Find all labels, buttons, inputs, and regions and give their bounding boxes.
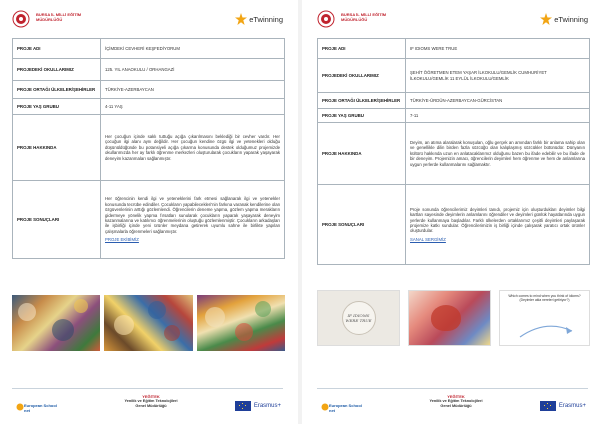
etwinning-label: eTwinning bbox=[554, 14, 588, 24]
idioms-card-title: IF IDIOMS WERE TRUE bbox=[342, 301, 376, 335]
table-row bbox=[13, 81, 285, 99]
row-value: Her öğrencinin kendi ilgi ve yeteneklerini fark etmesi sağlanarak ilgi ve yetenekler konusunda tecrübe edindiler. Çocukların yapabilecekleri'nin farkına varanak kendilerine olan özgüvenlerinin arttığı gözlemlendi. Öğrencilerin deneme yapma, gözlem yapma merakların gidermeye yönelik yapma fırsatları sunularak çocukların yaparak yaşayarak deneyim kazanmalarına ve katılımcı öğrenmelerinin oluştuğu gözlemlenmiştir. Çocukların arkadaşları ile işbirliği içinde yeni ürünler meydana getirerek uyumlu sahne ile birlikte yapılan çalışmalarla öğrenmeleri sağlanmıştır. bbox=[105, 196, 280, 234]
table-row bbox=[13, 115, 285, 181]
arrow-icon bbox=[516, 317, 576, 343]
erasmus-logo bbox=[235, 400, 281, 412]
yegitek-line2: Genel Müdürlüğü bbox=[440, 403, 472, 408]
heart-artwork bbox=[408, 290, 491, 346]
yegitek-line1: Yenilik ve Eğitim Teknolojileri bbox=[124, 399, 178, 403]
schoolnet-label: European School net bbox=[329, 403, 362, 413]
european-schoolnet-logo bbox=[325, 400, 365, 414]
row-key: PROJE ADI bbox=[13, 39, 101, 59]
row-key: PROJEDEKİ OKULLARIMIZ bbox=[13, 59, 101, 81]
footer-divider bbox=[317, 388, 588, 389]
yegitek-logo bbox=[116, 394, 186, 408]
footer-divider bbox=[12, 388, 283, 389]
table-row bbox=[318, 123, 590, 185]
project-photo bbox=[104, 295, 192, 351]
schoolnet-label: European School net bbox=[24, 403, 57, 413]
european-schoolnet-logo bbox=[20, 400, 60, 414]
row-key: PROJE ORTAĞI ÜLKELER/ŞEHİRLER bbox=[318, 93, 406, 109]
row-key: PROJE HAKKINDA bbox=[318, 123, 406, 185]
page-footer bbox=[317, 388, 588, 418]
row-value: 7-11 bbox=[406, 109, 590, 123]
project-team-link[interactable]: PROJE EKİBİMİZ bbox=[105, 237, 139, 243]
table-row bbox=[318, 39, 590, 59]
row-value: TÜRKİYE-ÜRDÜN-AZERBAYCAN-GÜRCİSTAN bbox=[406, 93, 590, 109]
yegitek-line1: Yenilik ve Eğitim Teknolojileri bbox=[429, 399, 483, 403]
table-row bbox=[318, 93, 590, 109]
table-row bbox=[13, 181, 285, 259]
page-footer bbox=[12, 388, 283, 418]
table-row bbox=[13, 99, 285, 115]
table-row bbox=[318, 59, 590, 93]
etwinning-logo bbox=[540, 12, 588, 26]
project-table-right bbox=[317, 38, 590, 265]
table-row bbox=[13, 59, 285, 81]
row-value: ŞEHİT ÖĞRETMEN ETEM YAŞAR İLKOKULU/GEMLİK CUMHURİYET İLKOKULU/GEMLİK 11 EYLÜL İLKOKULU/GEMLİK bbox=[406, 59, 590, 93]
virtual-exhibition-link[interactable]: SANAL SERGİMİZ bbox=[410, 236, 446, 242]
row-key: PROJE HAKKINDA bbox=[13, 115, 101, 181]
yegitek-mark: YEĞİTEK bbox=[447, 394, 465, 399]
row-value: 125. YIL ANAOKULU / ORHANGAZİ bbox=[101, 59, 285, 81]
eu-flag-icon bbox=[540, 401, 556, 411]
row-key: PROJE SONUÇLARI bbox=[318, 185, 406, 265]
page-gutter bbox=[298, 0, 302, 424]
project-photo bbox=[12, 295, 100, 351]
etwinning-logo bbox=[235, 12, 283, 26]
etwinning-star-icon bbox=[235, 13, 247, 25]
schoolnet-icon bbox=[321, 403, 329, 411]
row-value-cell bbox=[406, 185, 590, 265]
meb-title: BURSA İL MİLLİ EĞİTİM MÜDÜRLÜĞÜ bbox=[341, 12, 387, 22]
page-header bbox=[317, 10, 588, 28]
idioms-card bbox=[317, 290, 400, 346]
erasmus-label: Erasmus+ bbox=[558, 403, 586, 409]
mindmap-question: Which comes to mind when you think of idioms? (Deyimler akla nereleri getiriyor?) bbox=[508, 294, 581, 303]
row-key: PROJE SONUÇLARI bbox=[13, 181, 101, 259]
row-value: TÜRKİYE-AZERBAYCAN bbox=[101, 81, 285, 99]
project-table-left bbox=[12, 38, 285, 259]
row-key: PROJEDEKİ OKULLARIMIZ bbox=[318, 59, 406, 93]
heart-icon bbox=[431, 305, 461, 331]
row-key: PROJE ORTAĞI ÜLKELER/ŞEHİRLER bbox=[13, 81, 101, 99]
row-value: 4-11 YAŞ bbox=[101, 99, 285, 115]
erasmus-label: Erasmus+ bbox=[253, 403, 281, 409]
row-key: PROJE YAŞ GRUBU bbox=[13, 99, 101, 115]
row-value: Deyim, an atıma alaralarak konuşulan, oğlu gerçek an amından farklı bir anlama sahip olan ve genellikle dilin birden fazla sözcüğü olan kalıplaşmış sözcükler bütünüdür. Dünyanın kültürü hakkında uzun en anlatacaklarımız olduğunu bazen bu ifade edebilir ve bu ifade de bir deneyim. Projemizin amacı, öğrencilerin deyimleri hem öğrenme ve hem de anlamlarına uygun yerlerde kullanmalarını sağlamaktır. bbox=[406, 123, 590, 185]
mindmap-card bbox=[499, 290, 590, 346]
table-row bbox=[318, 109, 590, 123]
erasmus-logo bbox=[540, 400, 586, 412]
eu-flag-icon bbox=[235, 401, 251, 411]
row-value-cell bbox=[101, 181, 285, 259]
schoolnet-icon bbox=[16, 403, 24, 411]
row-key: PROJE ADI bbox=[318, 39, 406, 59]
meb-logo-icon bbox=[12, 10, 34, 28]
table-row bbox=[13, 39, 285, 59]
yegitek-line2: Genel Müdürlüğü bbox=[135, 403, 167, 408]
project-images bbox=[317, 288, 590, 348]
left-page bbox=[0, 0, 295, 424]
row-value: IF IDIOMS WERE TRUE bbox=[406, 39, 590, 59]
row-value: Her çocuğun içinde saklı tuttuğu açığa çıkarılmasını beklediği bir cevher vardır. Her çocuğun ilgi alanı aynı değildir. Her çocuğun kendine özgü ilgi ve yetenekleri olduğu düşünüldüğünde bu potansiyeli açığa çıkarma konusunda destek olduğumuz projemizde okullarımızda her ay farklı öğrenme merkezleri oluşturularak çocukların yaparak yaşayarak deneyim kazanmaları sağlanmıştır. bbox=[101, 115, 285, 181]
photo-strip bbox=[12, 295, 285, 351]
row-key: PROJE YAŞ GRUBU bbox=[318, 109, 406, 123]
row-value: İÇİMDEKİ CEVHERİ KEŞFEDİYORUM bbox=[101, 39, 285, 59]
yegitek-logo bbox=[421, 394, 491, 408]
project-photo bbox=[197, 295, 285, 351]
yegitek-mark: YEĞİTEK bbox=[142, 394, 160, 399]
etwinning-label: eTwinning bbox=[249, 14, 283, 24]
right-page bbox=[305, 0, 600, 424]
meb-title: BURSA İL MİLLİ EĞİTİM MÜDÜRLÜĞÜ bbox=[36, 12, 82, 22]
meb-logo-icon bbox=[317, 10, 339, 28]
table-row bbox=[318, 185, 590, 265]
etwinning-star-icon bbox=[540, 13, 552, 25]
page-header bbox=[12, 10, 283, 28]
row-value: Proje sonunda öğrencilerimiz deyimleri tanıdı, projemiz için oluşturdukları deyimler bilgi kartları sayesinde deyimlerin anlamlarını öğrendiler ve deyimleri günlük hayatlarında uygun yerlerde kullanmaya başladılar. Farklı ülkelerden ortaklarımız çeşitli deyimleri paylaşarak projemize katkı sundular. Öğrencilerimizin iş birliği içinde çalışarak yaratıcı ortak ürünler oluşturdular. bbox=[410, 206, 585, 234]
